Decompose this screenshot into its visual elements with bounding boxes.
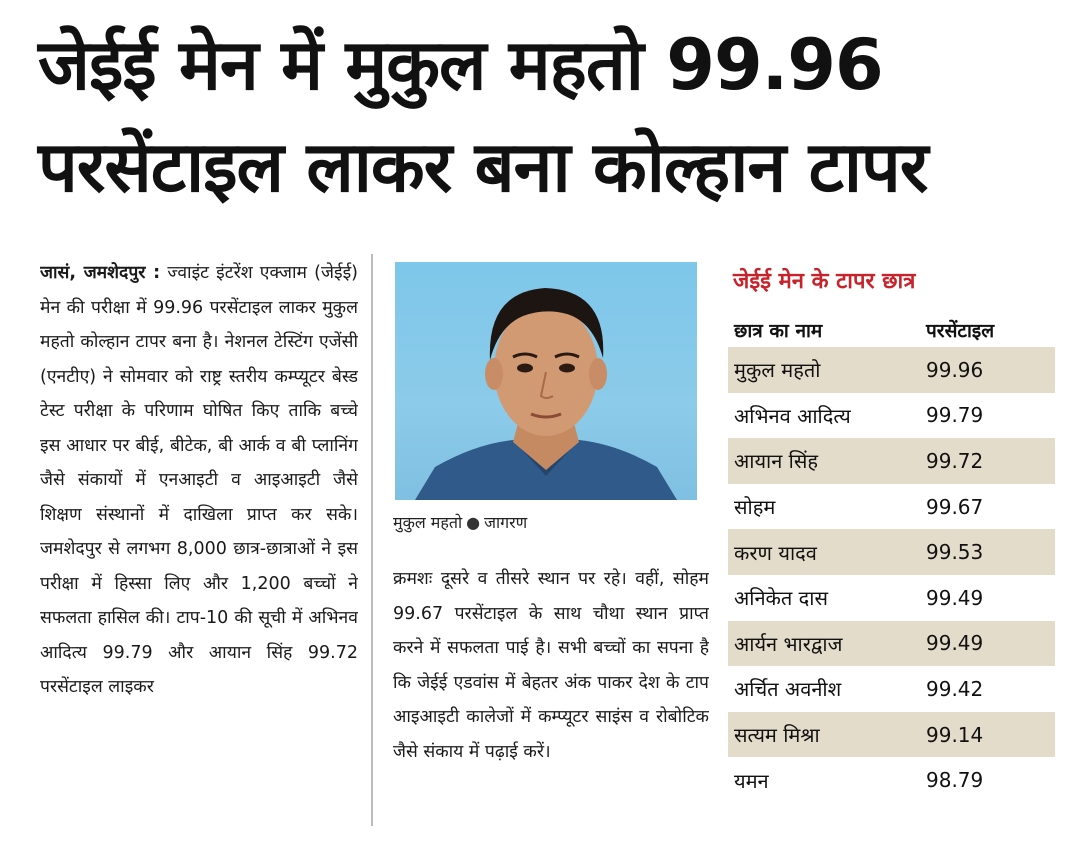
student-percentile: 99.53 [920, 529, 1055, 575]
student-percentile: 99.96 [920, 347, 1055, 393]
table-row [728, 438, 1055, 484]
column-divider [371, 254, 373, 826]
student-percentile: 98.79 [926, 768, 984, 793]
photo-caption [393, 510, 703, 536]
headline-line-1: जेईई मेन में मुकुल महतो 99.96 [38, 24, 883, 106]
student-name: आयान सिंह [728, 438, 920, 484]
student-name: सोहम [734, 495, 776, 520]
header-student-name: छात्र का नाम [734, 320, 823, 342]
dateline: जासं, जमशेदपुर : [40, 263, 161, 283]
headline [38, 14, 1058, 218]
table-row [728, 666, 1055, 712]
student-percentile: 99.49 [920, 621, 1055, 667]
headline-line-2: परसेंटाइल लाकर बना कोल्हान टापर [38, 126, 928, 208]
caption-separator: ● [466, 513, 481, 532]
table-row [728, 347, 1055, 393]
toppers-box-title: जेईई मेन के टापर छात्र [733, 269, 916, 294]
header-percentile: परसेंटाइल [926, 320, 995, 342]
student-percentile: 99.49 [926, 585, 984, 610]
article-column-2 [393, 562, 709, 832]
article-column-1 [40, 256, 358, 847]
toppers-table [728, 313, 1055, 803]
student-percentile: 99.14 [920, 712, 1055, 758]
student-name: करण यादव [728, 529, 920, 575]
student-name: अर्चित अवनीश [734, 677, 842, 702]
table-row [728, 712, 1055, 758]
student-percentile: 99.79 [926, 403, 984, 428]
table-row [728, 621, 1055, 667]
table-row [728, 484, 1055, 530]
table-row [728, 529, 1055, 575]
student-name: यमन [734, 768, 769, 793]
student-name: आर्यन भारद्वाज [728, 621, 920, 667]
student-percentile: 99.42 [926, 676, 984, 701]
student-name: अनिकेत दास [734, 586, 828, 611]
student-name: मुकुल महतो [728, 347, 920, 393]
table-row [728, 393, 1055, 439]
article-text-2: क्रमशः दूसरे व तीसरे स्थान पर रहे। वहीं, सोहम 99.67 परसेंटाइल के साथ चौथा स्थान प्राप्त करने में सफलता पाई है। सभी बच्चों का सपना है कि जेईई एडवांस में बेहतर अंक पाकर देश के टाप आइआइटी कालेजों में कम्प्यूटर साइंस व रोबोटिक जैसे संकाय में पढ़ाई करें। [393, 569, 709, 762]
student-percentile: 99.72 [920, 438, 1055, 484]
table-row [728, 575, 1055, 621]
student-photo-illustration [395, 262, 697, 500]
student-name: सत्यम मिश्रा [728, 712, 920, 758]
student-percentile: 99.67 [926, 494, 984, 519]
student-photo [395, 262, 697, 500]
caption-name: मुकुल महतो [393, 513, 463, 532]
article-text-1: ज्वाइंट इंटरेंश एक्जाम (जेईई) मेन की परीक्षा में 99.96 परसेंटाइल लाकर मुकुल महतो कोल्हान टापर बना है। नेशनल टेस्टिंग एजेंसी (एनटीए) ने सोमवार को राष्ट्र स्तरीय कम्प्यूटर बेस्ड टेस्ट परीक्षा के परिणाम घोषित किए ताकि बच्चे इस आधार पर बीई, बीटेक, बी आर्क व बी प्लानिंग जैसे संकायों में एनआइटी व आइआइटी जैसे शिक्षण संस्थानों में दाखिला प्राप्त कर सके। जमशेदपुर से लगभग 8,000 छात्र-छात्राओं ने इस परीक्षा में हिस्सा लिए और 1,200 बच्चों ने सफलता हासिल की। टाप-10 की सूची में अभिनव आदित्य 99.79 और आयान सिंह 99.72 परसेंटाइल लाइकर [40, 263, 358, 697]
caption-credit: जागरण [484, 513, 528, 532]
student-name: अभिनव आदित्य [734, 403, 851, 428]
table-row [728, 757, 1055, 803]
toppers-header-row [728, 313, 1055, 347]
